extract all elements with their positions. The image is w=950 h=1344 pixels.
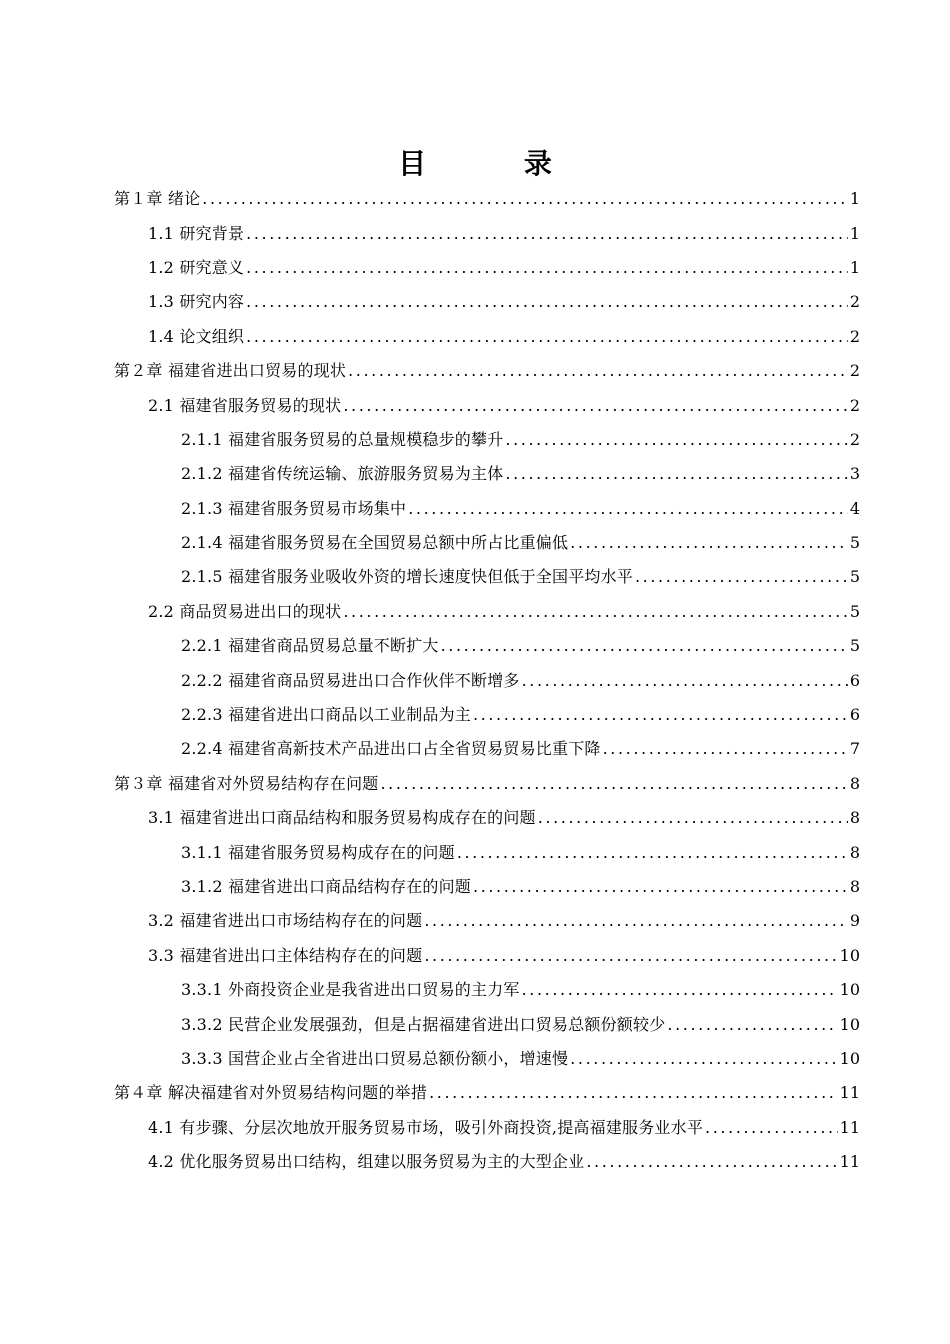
- toc-entry[interactable]: [181, 973, 860, 1007]
- toc-entry[interactable]: [181, 732, 860, 766]
- toc-entry[interactable]: [181, 457, 860, 491]
- toc-entry[interactable]: [181, 1042, 860, 1076]
- toc-entry[interactable]: [148, 801, 860, 835]
- page-title: 目 录: [398, 147, 596, 180]
- toc-entry[interactable]: [114, 767, 860, 801]
- toc-page-number: 8: [849, 877, 860, 896]
- toc-entry[interactable]: [181, 423, 860, 457]
- toc-entry[interactable]: [181, 526, 860, 560]
- toc-page-number: 1: [849, 223, 860, 243]
- toc-entry-text: 2.2.1 福建省商品贸易总量不断扩大: [181, 636, 439, 656]
- toc-page-number: 5: [849, 567, 860, 587]
- toc-entry-text: 1.1 研究背景: [148, 223, 245, 243]
- toc-entry-text: 2.1 福建省服务贸易的现状: [148, 395, 342, 415]
- toc-entry[interactable]: [181, 492, 860, 526]
- toc-page-number: 11: [839, 1152, 860, 1172]
- toc-entry[interactable]: [148, 595, 860, 629]
- toc-entry-text: 第１章 绪论: [114, 189, 201, 209]
- toc-entry[interactable]: [181, 870, 860, 904]
- toc-dot-leader: [246, 258, 848, 278]
- toc-dot-leader: [473, 705, 848, 725]
- toc-entry-text: 3.2 福建省进出口市场结构存在的问题: [148, 911, 423, 931]
- toc-dot-leader: [522, 980, 838, 1000]
- toc-entry-text: 2.2.2 福建省商品贸易进出口合作伙伴不断增多: [181, 670, 520, 690]
- toc-entry[interactable]: [114, 354, 860, 388]
- toc-entry[interactable]: [181, 1007, 860, 1041]
- toc-dot-leader: [343, 602, 847, 622]
- toc-entry-text: 3.1.2 福建省进出口商品结构存在的问题: [181, 877, 471, 896]
- toc-entry-text: 1.3 研究内容: [148, 292, 245, 312]
- toc-entry-text: 2.1.5 福建省服务业吸收外资的增长速度快但低于全国平均水平: [181, 567, 633, 587]
- toc-page-number: 9: [849, 911, 860, 931]
- toc-dot-leader: [705, 1118, 838, 1138]
- toc-entry-text: 3.3 福建省进出口主体结构存在的问题: [148, 945, 423, 965]
- toc-dot-leader: [635, 567, 848, 587]
- toc-entry-text: 3.3.2 民营企业发展强劲，但是占据福建省进出口贸易总额份额较少: [181, 1014, 666, 1034]
- toc-entry-text: 2.2 商品贸易进出口的现状: [148, 601, 342, 621]
- toc-dot-leader: [570, 1049, 837, 1069]
- toc-entry-text: 2.1.2 福建省传统运输、旅游服务贸易为主体: [181, 464, 504, 484]
- toc-page-number: 8: [849, 773, 860, 793]
- toc-page-number: 2: [849, 326, 860, 346]
- toc-dot-leader: [408, 499, 848, 519]
- table-of-contents: [0, 182, 950, 1179]
- toc-dot-leader: [473, 877, 848, 897]
- toc-entry[interactable]: [148, 1111, 860, 1145]
- toc-page-number: 4: [849, 498, 860, 518]
- toc-dot-leader: [586, 1152, 837, 1172]
- toc-entry[interactable]: [181, 629, 860, 663]
- toc-page-number: 7: [849, 739, 860, 759]
- toc-entry-text: 2.2.3 福建省进出口商品以工业制品为主: [181, 705, 471, 725]
- toc-dot-leader: [603, 739, 848, 759]
- toc-dot-leader: [202, 189, 848, 209]
- toc-entry-text: 2.1.4 福建省服务贸易在全国贸易总额中所占比重偏低: [181, 533, 569, 553]
- toc-dot-leader: [343, 396, 847, 416]
- toc-entry-text: 3.3.3 国营企业占全省进出口贸易总额份额小，增速慢: [181, 1048, 569, 1068]
- toc-dot-leader: [381, 774, 848, 794]
- toc-entry-text: 2.1.1 福建省服务贸易的总量规模稳步的攀升: [181, 429, 504, 449]
- toc-dot-leader: [522, 671, 848, 691]
- toc-dot-leader: [538, 808, 848, 828]
- toc-dot-leader: [246, 327, 848, 347]
- toc-entry[interactable]: [114, 182, 860, 216]
- toc-entry-text: 2.2.4 福建省高新技术产品进出口占全省贸易贸易比重下降: [181, 739, 601, 759]
- toc-page-number: 6: [849, 705, 860, 725]
- toc-entry-text: 第４章 解决福建省对外贸易结构问题的举措: [114, 1083, 428, 1103]
- toc-entry[interactable]: [181, 663, 860, 697]
- toc-page-number: 2: [849, 361, 860, 381]
- toc-page-number: 10: [839, 1014, 860, 1034]
- toc-page-number: 2: [849, 292, 860, 312]
- toc-entry[interactable]: [148, 285, 860, 319]
- toc-entry-text: 3.1.1 福建省服务贸易构成存在的问题: [181, 842, 455, 862]
- toc-entry-text: 第２章 福建省进出口贸易的现状: [114, 361, 347, 381]
- toc-entry[interactable]: [148, 320, 860, 354]
- toc-dot-leader: [457, 843, 848, 863]
- toc-dot-leader: [570, 533, 848, 553]
- toc-dot-leader: [424, 946, 837, 966]
- toc-page-number: 8: [849, 842, 860, 862]
- toc-entry-text: 4.1 有步骤、分层次地放开服务贸易市场，吸引外商投资,提高福建服务业水平: [148, 1117, 704, 1137]
- toc-entry-text: 1.2 研究意义: [148, 257, 245, 277]
- toc-page-number: 11: [839, 1117, 860, 1137]
- toc-dot-leader: [667, 1015, 837, 1035]
- toc-entry[interactable]: [148, 1145, 860, 1179]
- toc-entry[interactable]: [181, 698, 860, 732]
- toc-page-number: 5: [849, 533, 860, 553]
- toc-entry[interactable]: [148, 939, 860, 973]
- toc-entry[interactable]: [181, 835, 860, 869]
- toc-entry[interactable]: [148, 216, 860, 250]
- toc-dot-leader: [505, 430, 847, 450]
- toc-entry-text: 2.1.3 福建省服务贸易市场集中: [181, 498, 407, 518]
- toc-page-number: 1: [849, 189, 860, 209]
- toc-page-number: 5: [849, 601, 860, 621]
- toc-page-number: 2: [849, 429, 860, 449]
- toc-page-number: 10: [839, 945, 860, 965]
- toc-entry-text: 1.4 论文组织: [148, 326, 245, 346]
- toc-entry[interactable]: [114, 1076, 860, 1110]
- toc-page-number: 5: [849, 636, 860, 656]
- toc-page-number: 1: [849, 257, 860, 277]
- toc-dot-leader: [441, 636, 848, 656]
- toc-entry-text: 3.1 福建省进出口商品结构和服务贸易构成存在的问题: [148, 808, 536, 828]
- toc-page-number: 10: [839, 980, 860, 1000]
- toc-page-number: 3: [849, 464, 860, 484]
- toc-page-number: 8: [849, 808, 860, 828]
- toc-dot-leader: [246, 292, 848, 312]
- toc-dot-leader: [348, 361, 848, 381]
- toc-entry[interactable]: [148, 904, 860, 938]
- toc-page-number: 2: [849, 395, 860, 415]
- toc-page-number: 11: [839, 1083, 860, 1103]
- toc-dot-leader: [429, 1083, 838, 1103]
- toc-dot-leader: [505, 464, 847, 484]
- toc-dot-leader: [246, 224, 848, 244]
- toc-entry-text: 3.3.1 外商投资企业是我省进出口贸易的主力军: [181, 980, 520, 1000]
- toc-entry[interactable]: [181, 560, 860, 594]
- toc-entry-text: 4.2 优化服务贸易出口结构，组建以服务贸易为主的大型企业: [148, 1152, 585, 1172]
- toc-page-number: 6: [849, 670, 860, 690]
- toc-page-number: 10: [839, 1048, 860, 1068]
- toc-dot-leader: [424, 911, 847, 931]
- toc-entry[interactable]: [148, 388, 860, 422]
- toc-entry-text: 第３章 福建省对外贸易结构存在问题: [114, 773, 379, 793]
- toc-entry[interactable]: [148, 251, 860, 285]
